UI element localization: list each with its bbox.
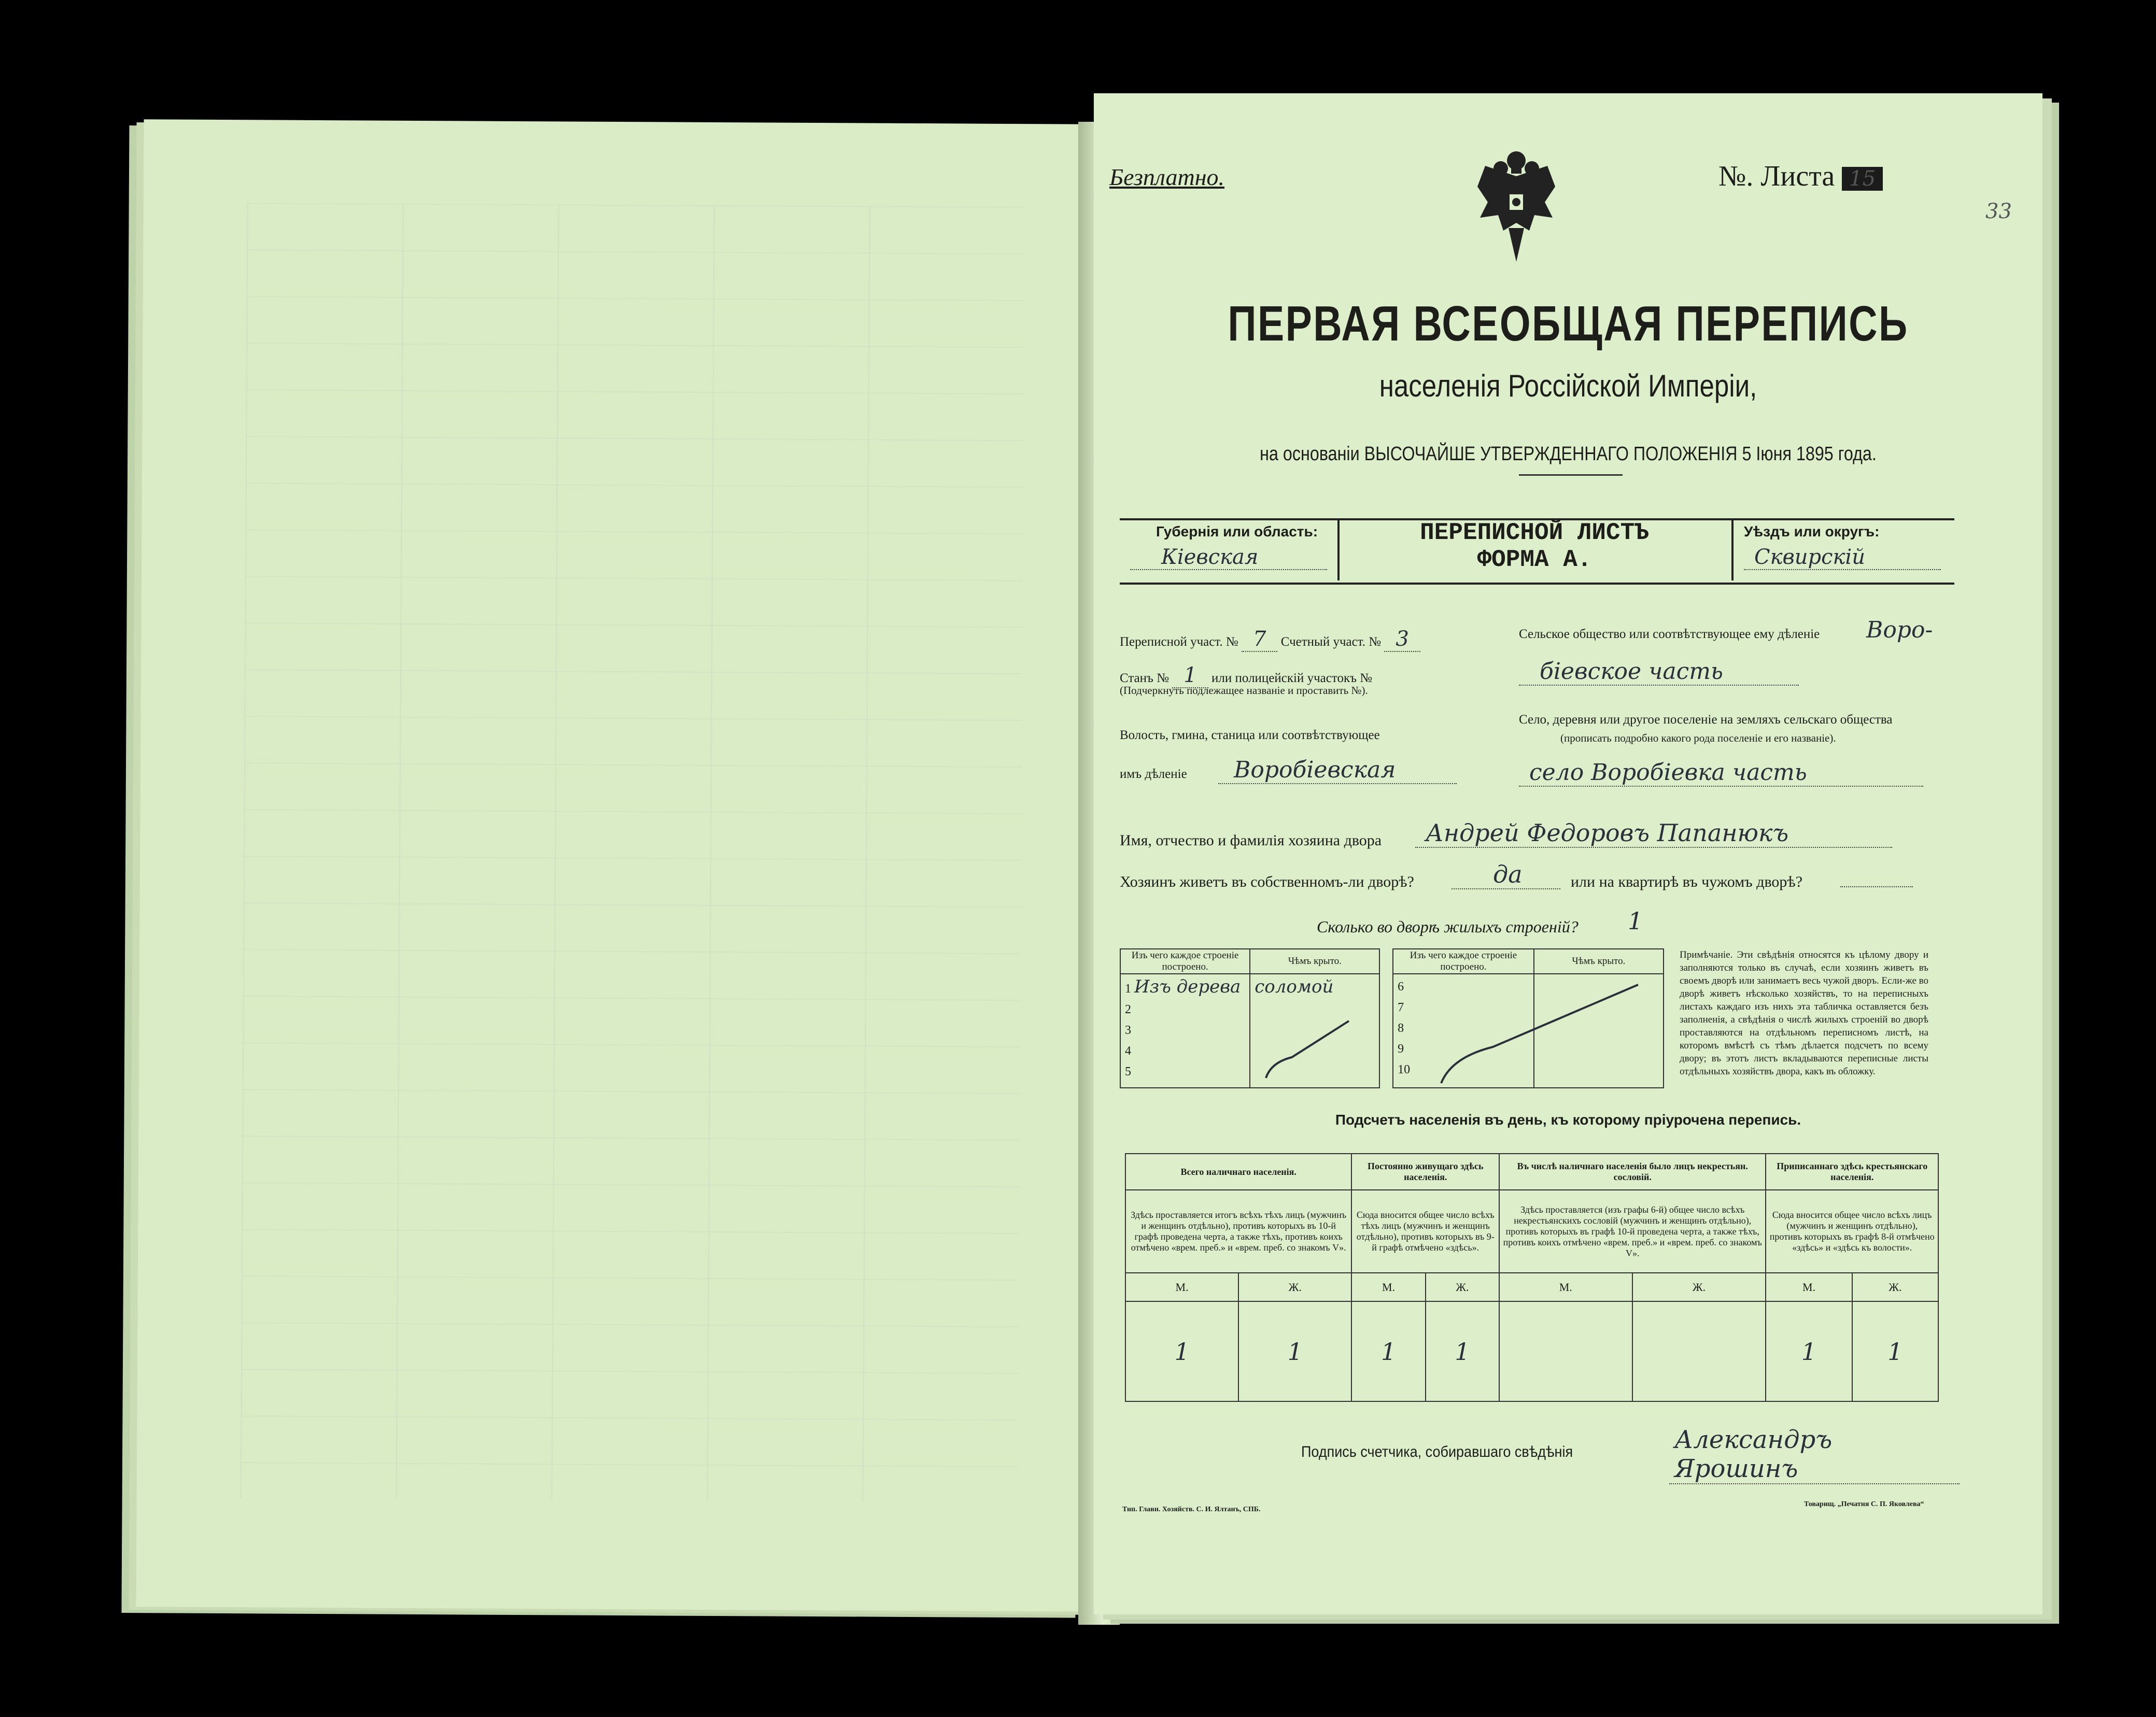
form-title: ПЕРВАЯ ВСЕОБЩАЯ ПЕРЕПИСЬ [1228, 296, 1909, 351]
crossed-out-line [1431, 980, 1648, 1088]
building-row: 5 [1125, 1065, 1131, 1079]
signature-label: Подпись счетчика, собиравшаго свѣдѣнія [1301, 1443, 1573, 1460]
selo-note: (прописать подробно какого рода поселеніе и его названіе). [1560, 732, 1836, 744]
row1-roof: соломой [1255, 976, 1334, 997]
uezd-label: Уѣздъ или округъ: [1744, 523, 1880, 540]
sub-zh: Ж. [1238, 1273, 1351, 1301]
sub-zh: Ж. [1852, 1273, 1938, 1301]
owner-value: Андрей Федоровъ Папанюкъ [1415, 819, 1892, 848]
count-col-desc: Здѣсь проставляется (изъ графы 6-й) общее число всѣхъ некрестьянскихъ сословій (мужчинъ и женщинъ отдѣльно), противъ которыхъ въ графѣ 10-й проведена черта, а также тѣхъ, противъ коихъ отмѣчено «врем. преб.» и «врем. преб. со знакомъ V». [1499, 1190, 1766, 1273]
building-row: 7 [1398, 1001, 1404, 1014]
volost-label-2: имъ дѣленіе [1120, 767, 1187, 781]
count-table [1125, 1153, 1939, 1402]
count-value: 1 [1238, 1301, 1351, 1401]
sheet-number: №. Листа 15 [1718, 160, 1883, 193]
owner-label: Имя, отчество и фамилія хозяина двора [1120, 832, 1382, 849]
rent-value-line [1840, 886, 1913, 887]
building-row: 8 [1398, 1021, 1404, 1035]
open-book [119, 91, 2017, 1635]
building-row: 1 Изъ дерева [1125, 976, 1241, 997]
building-row: 3 [1125, 1024, 1131, 1037]
signature-value: Александръ Ярошинъ [1669, 1425, 1960, 1484]
selo-label: Село, деревня или другое поселеніе на земляхъ сельскаго общества [1519, 713, 1893, 727]
pencil-note: 33 [1985, 200, 2012, 223]
buildings-table [1120, 948, 1664, 1088]
divider-ornament [1519, 474, 1623, 476]
own-yard-value: да [1452, 860, 1560, 889]
count-col-desc: Здѣсь проставляется итогъ всѣхъ тѣхъ лицъ (мужчинъ и женщинъ отдѣльно), противъ которыхъ въ 10-й графѣ проведена черта, а также тѣхъ, противъ коихъ отмѣчено «врем. преб.» и «врем. преб. со знакомъ V». [1125, 1190, 1351, 1273]
col-roof-right: Чѣмъ крыто. [1534, 949, 1664, 974]
free-label: Безплатно. [1109, 164, 1225, 190]
building-row: 9 [1398, 1042, 1404, 1056]
volost-value: Воробіевская [1218, 757, 1457, 784]
sub-m: М. [1499, 1273, 1632, 1301]
left-page [136, 119, 1097, 1612]
count-col-header: Всего наличнаго населенія. [1125, 1154, 1351, 1190]
form-subtitle: населенія Россійской Имперіи, [1379, 368, 1757, 403]
rent-label: или на квартирѣ въ чужомъ дворѣ? [1571, 873, 1803, 890]
faded-grid [241, 203, 1025, 1502]
sub-m: М. [1766, 1273, 1852, 1301]
uezd-box [1731, 518, 1956, 580]
count-col-header: Постоянно живущаго здѣсь населенія. [1351, 1154, 1499, 1190]
sub-zh: Ж. [1426, 1273, 1499, 1301]
building-row: 4 [1125, 1044, 1131, 1058]
count-value [1632, 1301, 1766, 1401]
buildings-label: Сколько во дворѣ жилыхъ строеній? [1317, 917, 1579, 936]
gubernia-box [1120, 518, 1340, 580]
col-material-right: Изъ чего каждое строеніе построено. [1393, 949, 1534, 974]
sub-m: М. [1125, 1273, 1238, 1301]
sheet-number-value: 15 [1842, 167, 1883, 191]
census-form-page [1094, 93, 2042, 1614]
gubernia-value: Кіевская [1130, 545, 1327, 570]
count-value: 1 [1426, 1301, 1499, 1401]
form-name-line-1: ПЕРЕПИСНОЙ ЛИСТЪ [1420, 519, 1649, 546]
own-yard-label: Хозяинъ живетъ въ собственномъ-ли дворѣ? [1120, 873, 1414, 890]
gubernia-label: Губернія или область: [1156, 523, 1318, 540]
count-col-desc: Сюда вносится общее число всѣхъ лицъ (мужчинъ и женщинъ отдѣльно), противъ которыхъ въ графѣ 8-й отмѣчено «здѣсь» и «здѣсь къ волости». [1766, 1190, 1938, 1273]
count-title: Подсчетъ населенія въ день, къ которому пріурочена перепись. [1335, 1112, 1801, 1128]
building-row: 10 [1398, 1063, 1411, 1076]
selskoe-value-2: біевское часть [1519, 658, 1799, 686]
buildings-value: 1 [1628, 907, 1643, 935]
stan-field: Станъ № 1 или полицейскій участокъ № [1120, 663, 1373, 687]
buildings-note: Примѣчаніе. Эти свѣдѣнія относятся къ цѣлому двору и заполняются только въ случаѣ, если хозяинъ живетъ въ своемъ дворѣ или занимаетъ весь чужой дворъ. Если-же во дворѣ живетъ нѣсколько хозяйствъ, то на переписныхъ листахъ каждаго изъ нихъ эта табличка оставляется безъ заполненія, а свѣдѣнія о числѣ жилыхъ строеній во дворѣ проставляются на отдѣльномъ переписномъ листѣ, на которомъ вмѣстѣ съ тѣмъ дѣлается подсчетъ по всему двору; въ этотъ листъ вкладываются переписные листы отдѣльныхъ хозяйствъ двора, какъ въ обложку. [1680, 949, 1928, 1077]
count-value [1499, 1301, 1632, 1401]
count-value: 1 [1766, 1301, 1852, 1401]
printer-left: Тип. Главн. Хозяйств. С. И. Ялтанъ, СПБ. [1122, 1506, 1261, 1513]
form-name-box [1353, 519, 1716, 573]
perepis-uchast-field: Переписной участ. № 7 Счетный участ. № 3 [1120, 627, 1420, 651]
col-roof-left: Чѣмъ крыто. [1250, 949, 1379, 974]
printer-right: Товарищ. „Печатня С. П. Яковлева“ [1804, 1500, 1924, 1508]
count-col-desc: Сюда вносится общее число всѣхъ тѣхъ лицъ (мужчинъ и женщинъ отдѣльно), противъ которыхъ въ 9-й графѣ отмѣчено «здѣсь». [1351, 1190, 1499, 1273]
count-value: 1 [1351, 1301, 1425, 1401]
building-row: 2 [1125, 1003, 1131, 1016]
count-col-header: Приписаннаго здѣсь крестьянскаго населенія. [1766, 1154, 1938, 1190]
sub-m: М. [1351, 1273, 1425, 1301]
count-col-header: Въ числѣ наличнаго населенія было лицъ некрестьян. сословій. [1499, 1154, 1766, 1190]
selo-value: село Воробіевка часть [1519, 759, 1923, 787]
selskoe-value-1: Воро- [1866, 617, 1933, 643]
police-note: (Подчеркнуть подлежащее названіе и проставить №). [1120, 684, 1368, 697]
selskoe-label: Сельское общество или соотвѣтствующее ему дѣленіе [1519, 627, 1820, 641]
building-row: 6 [1398, 980, 1404, 994]
col-material-left: Изъ чего каждое строеніе построено. [1120, 949, 1250, 974]
count-value: 1 [1125, 1301, 1238, 1401]
crossed-out-line [1261, 1005, 1359, 1083]
form-basis: на основаніи ВЫСОЧАЙШЕ УТВЕРЖДЕННАГО ПОЛОЖЕНІЯ 5 Іюня 1895 года. [1260, 443, 1877, 465]
sub-zh: Ж. [1632, 1273, 1766, 1301]
volost-label: Волость, гмина, станица или соотвѣтствующее [1120, 728, 1380, 742]
count-value: 1 [1852, 1301, 1938, 1401]
double-headed-eagle-icon [1475, 145, 1558, 264]
form-name-line-2: ФОРМА А. [1477, 546, 1592, 573]
uezd-value: Сквирскій [1744, 545, 1941, 570]
